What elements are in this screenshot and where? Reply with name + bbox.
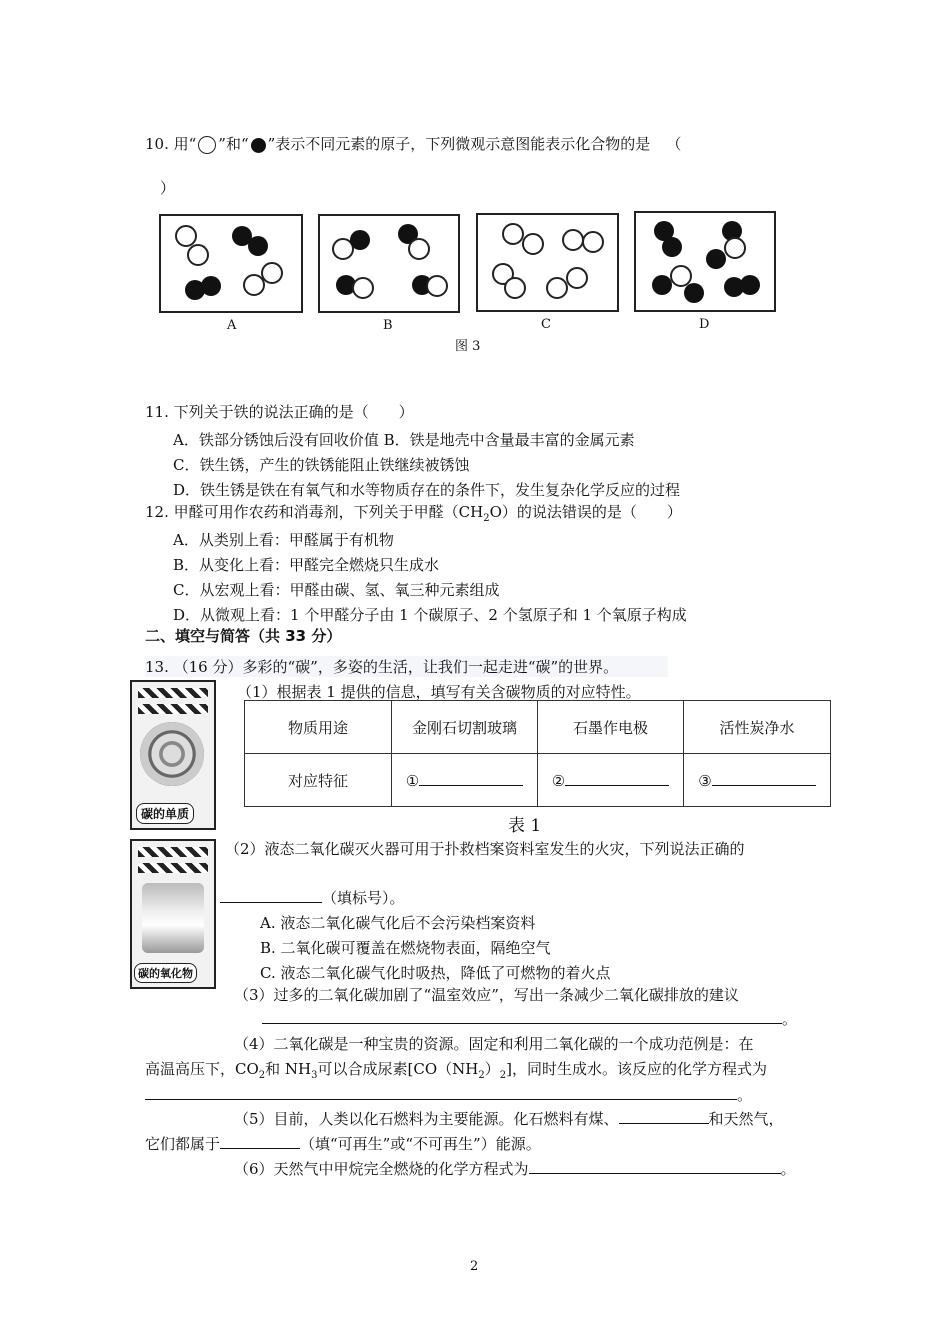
panel-b xyxy=(318,214,460,313)
table-row: 物质用途 金刚石切割玻璃 石墨作电极 活性炭净水 xyxy=(245,701,831,754)
q12-option-b: B．从变化上看：甲醛完全燃烧只生成水 xyxy=(173,556,440,574)
white-atom-icon xyxy=(198,136,216,154)
panel-a-label: A xyxy=(227,318,237,333)
q12-option-c: C．从宏观上看：甲醛由碳、氢、氧三种元素组成 xyxy=(173,581,500,599)
q11-option-d: D．铁生锈是铁在有氧气和水等物质存在的条件下，发生复杂化学反应的过程 xyxy=(173,481,681,499)
panel-a xyxy=(159,214,303,313)
q13-part5-line2: 它们都属于 （填“可再生”或“不可再生”）能源。 xyxy=(145,1135,541,1153)
q12-option-d: D．从微观上看：1 个甲醛分子由 1 个碳原子、2 个氢原子和 1 个氧原子构成 xyxy=(173,606,687,624)
table-1-caption: 表 1 xyxy=(508,816,542,836)
q13-part4-line1: （4）二氧化碳是一种宝贵的资源。固定和利用二氧化碳的一个成功范例是：在 xyxy=(234,1035,754,1053)
table-1 xyxy=(244,700,831,807)
answer-blank-3[interactable]: ③ xyxy=(684,754,831,807)
answer-blank-p3[interactable] xyxy=(262,1009,782,1024)
q11-option-c: C．铁生锈，产生的铁锈能阻止铁继续被锈蚀 xyxy=(173,456,470,474)
panel-d xyxy=(634,211,776,312)
q13-part2-tail: （填标号）。 xyxy=(220,887,405,908)
carbon-element-image xyxy=(130,680,216,830)
q13-part5-line1: （5）目前，人类以化石燃料为主要能源。化石燃料有煤、 和天然气， xyxy=(234,1110,784,1128)
panel-c-label: C xyxy=(541,317,551,332)
answer-blank-p5a[interactable] xyxy=(619,1109,709,1124)
answer-blank-p6[interactable] xyxy=(529,1159,781,1174)
q13-part1: （1）根据表 1 提供的信息，填写有关含碳物质的对应特性。 xyxy=(237,683,641,701)
q13-stem: 13. （16 分）多彩的“碳”，多姿的生活，让我们一起走进“碳”的世界。 xyxy=(145,656,668,677)
carbon-oxide-caption: 碳的氧化物 xyxy=(134,963,197,983)
q12-option-a: A．从类别上看：甲醛属于有机物 xyxy=(173,531,394,549)
black-atom-icon xyxy=(251,138,266,153)
q13-part6: （6）天然气中甲烷完全燃烧的化学方程式为 。 xyxy=(234,1160,796,1178)
table-row: 对应特征 ① ② ③ xyxy=(245,754,831,807)
carbon-oxide-image xyxy=(130,839,216,989)
answer-blank-p2[interactable] xyxy=(220,888,322,903)
figure-3-label: 图 3 xyxy=(455,339,481,354)
q13-part2: （2）液态二氧化碳灭火器可用于扑救档案资料室发生的火灾，下列说法正确的 xyxy=(225,840,745,858)
answer-blank-1[interactable]: ① xyxy=(392,754,538,807)
q13-part4-answer: 。 xyxy=(145,1084,752,1105)
page-number: 2 xyxy=(470,1259,479,1274)
q12-stem: 12. 甲醛可用作农药和消毒剂，下列关于甲醛$(CH_2O)$的说法错误的是（ ） xyxy=(145,503,682,524)
section-2-title: 二、填空与简答（共 33 分） xyxy=(145,627,342,645)
q11-option-a: A．铁部分锈蚀后没有回收价值 B．铁是地壳中含量最丰富的金属元素 xyxy=(173,431,635,449)
panel-b-label: B xyxy=(383,318,393,333)
q13-part2-option-a: A. 液态二氧化碳气化后不会污染档案资料 xyxy=(260,914,536,932)
q13-part3-answer: 。 xyxy=(262,1008,797,1029)
panel-d-label: D xyxy=(699,317,710,332)
q13-part2-option-b: B. 二氧化碳可覆盖在燃烧物表面，隔绝空气 xyxy=(260,939,551,957)
fullerene-icon xyxy=(140,722,204,786)
q13-part4-line2: 高温高压下，$CO_2$和 $NH_3$可以合成尿素$[CO(NH_2)_2]$，同时生成水。该反应的化学方程式为 xyxy=(145,1060,767,1081)
carbon-element-caption: 碳的单质 xyxy=(136,803,194,824)
q13-part3: （3）过多的二氧化碳加剧了“温室效应”，写出一条减少二氧化碳排放的建议 xyxy=(234,986,739,1004)
answer-blank-2[interactable]: ② xyxy=(538,754,684,807)
panel-c xyxy=(476,213,619,312)
answer-blank-p4[interactable] xyxy=(145,1085,737,1100)
q10-bracket-close: ） xyxy=(160,179,176,197)
q10-stem: 10. 用“ ”和“ ”表示不同元素的原子，下列微观示意图能表示化合物的是 （ xyxy=(145,135,682,153)
answer-blank-p5b[interactable] xyxy=(220,1134,300,1149)
q13-part2-option-c: C. 液态二氧化碳气化时吸热，降低了可燃物的着火点 xyxy=(260,964,611,982)
dry-ice-icon xyxy=(142,883,204,953)
q11-stem: 11. 下列关于铁的说法正确的是（ ） xyxy=(145,403,414,421)
